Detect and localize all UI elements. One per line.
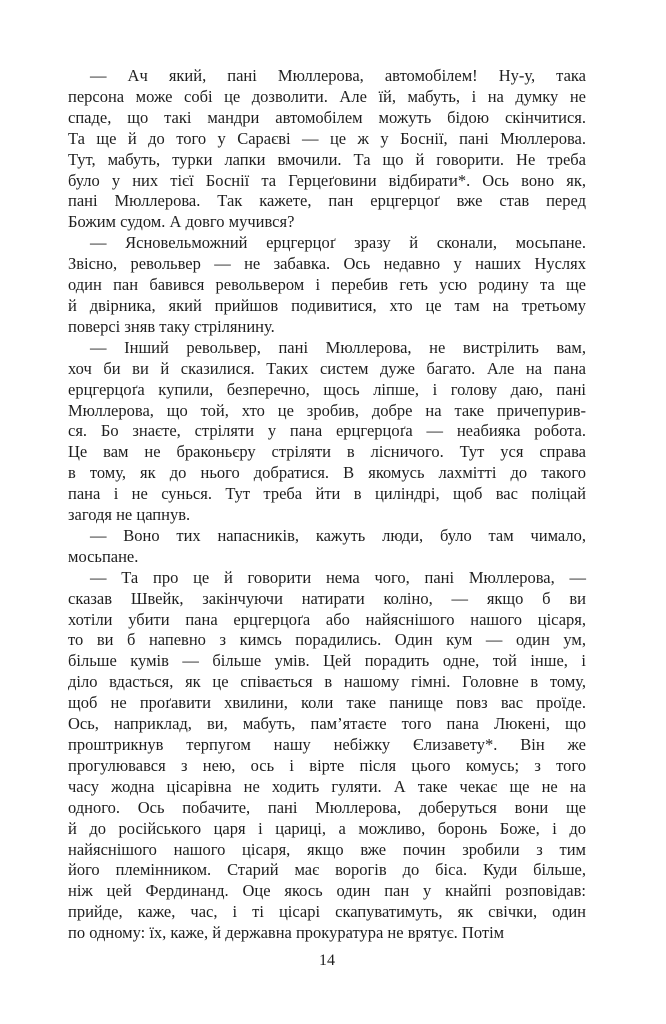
- text-line: хотіли убити пана ерцгерцоґа або найяснішого нашого цісаря,: [68, 609, 586, 629]
- text-line: прийде, каже, час, і ті цісарі скапуватимуть, як свічки, один: [68, 902, 586, 922]
- text-line: одного. Ось побачите, пані Мюллерова, доберуться вони ще: [68, 797, 586, 817]
- paragraph: [68, 233, 586, 338]
- text-line: й до російського царя і цариці, а можливо, боронь Боже, і до: [68, 818, 586, 838]
- page-text: [68, 66, 586, 944]
- text-line: пані Мюллерова. Так кажете, пан ерцгерцоґ вже став перед: [68, 191, 586, 211]
- text-line: сказав Швейк, закінчуючи натирати коліно, — якщо б ви: [68, 588, 586, 608]
- text-line: було у них тієї Боснії та Герцеґовини відбирати*. Ось воно як,: [68, 170, 586, 190]
- text-line: проштрикнув терпугом нашу небіжку Єлизавету*. Він же: [68, 735, 586, 754]
- text-line: більше кумів — більше умів. Цей порадить одне, той інше, і: [68, 651, 586, 671]
- text-line: в тому, як до нього добратися. В якомусь лахмітті до такого: [68, 463, 586, 483]
- text-line: й двірника, який прийшов подивитися, хто це там на третьому: [68, 295, 586, 315]
- text-line: Ось, наприклад, ви, мабуть, пам’ятаєте того пана Люкені, що: [68, 714, 586, 734]
- text-line: Мюллерова, що той, хто це зробив, добре на таке причепурив-: [68, 400, 586, 420]
- text-line: діло вдасться, як це співається в нашому гімні. Головне в тому,: [68, 672, 586, 692]
- text-line: Звісно, револьвер — не забавка. Ось недавно у наших Нуслях: [68, 254, 586, 274]
- text-line: персона може собі це дозволити. Але їй, мабуть, і на думку не: [68, 86, 586, 106]
- text-line: то ви б напевно з кимсь порадились. Один кум — один ум,: [68, 630, 586, 650]
- text-line: мосьпане.: [68, 546, 139, 566]
- text-line: найяснішого нашого цісаря, якщо вже почин зробили з тим: [68, 839, 586, 859]
- text-line: один пан бавився револьвером і перебив геть усю родину та ще: [68, 275, 586, 295]
- text-line: загодя не цапнув.: [68, 505, 191, 525]
- text-line: — Та про це й говорити нема чого, пані Мюллерова, —: [90, 567, 586, 587]
- text-line: ніж цей Фердинанд. Оце якось один пан у кнайпі розповідав:: [68, 881, 586, 901]
- text-line: — Ясновельможний ерцгерцоґ зразу й сконали, мосьпане.: [90, 233, 586, 253]
- text-line: ерцгерцоґа купили, безперечно, щось ліпше, і голову даю, пані: [68, 379, 586, 399]
- paragraph: [68, 338, 586, 526]
- text-line: хоч би ви й сказилися. Таких систем дуже багато. Але на пана: [68, 358, 586, 378]
- text-line: — Інший револьвер, пані Мюллерова, не вистрілить вам,: [90, 337, 586, 357]
- paragraph: [68, 568, 586, 944]
- text-line: часу жодна цісарівна не ходить гуляти. А таке чекає ще не на: [68, 776, 586, 796]
- text-line: прогулювався з нею, ось і вірте після цього комусь; з того: [68, 755, 586, 775]
- paragraph: [68, 66, 586, 233]
- page-number: 14: [319, 952, 335, 969]
- paragraph: [68, 526, 586, 568]
- text-line: його племінником. Старий має ворогів до біса. Куди більше,: [68, 860, 586, 880]
- text-line: Божим судом. А довго мучився?: [68, 212, 295, 232]
- text-line: поверсі зняв таку стрілянину.: [68, 316, 275, 336]
- page-footer: [68, 952, 586, 970]
- text-line: — Воно тих напасників, кажуть люди, було там чимало,: [90, 525, 586, 545]
- text-line: пана і не сунься. Тут треба йти в циліндрі, щоб вас поліцай: [68, 484, 586, 504]
- text-line: — Ач який, пані Мюллерова, автомобілем! Ну-у, така: [90, 66, 586, 85]
- text-line: ся. Бо знаєте, стріляти у пана ерцгерцоґа — неабияка робота.: [68, 421, 586, 441]
- text-line: спаде, що такі мандри автомобілем можуть бідою скінчитися.: [68, 107, 586, 127]
- text-line: Це вам не браконьєру стріляти в лісничого. Тут уся справа: [68, 442, 586, 462]
- text-line: по одному: їх, каже, й державна прокуратура не врятує. Потім: [68, 923, 505, 943]
- text-line: Тут, мабуть, турки лапки вмочили. Та що й говорити. Не треба: [68, 149, 586, 169]
- text-line: Та ще й до того у Сараєві — це ж у Боснії, пані Мюллерова.: [68, 128, 586, 148]
- text-line: щоб не проґавити хвилини, коли таке панище повз вас проїде.: [68, 693, 586, 713]
